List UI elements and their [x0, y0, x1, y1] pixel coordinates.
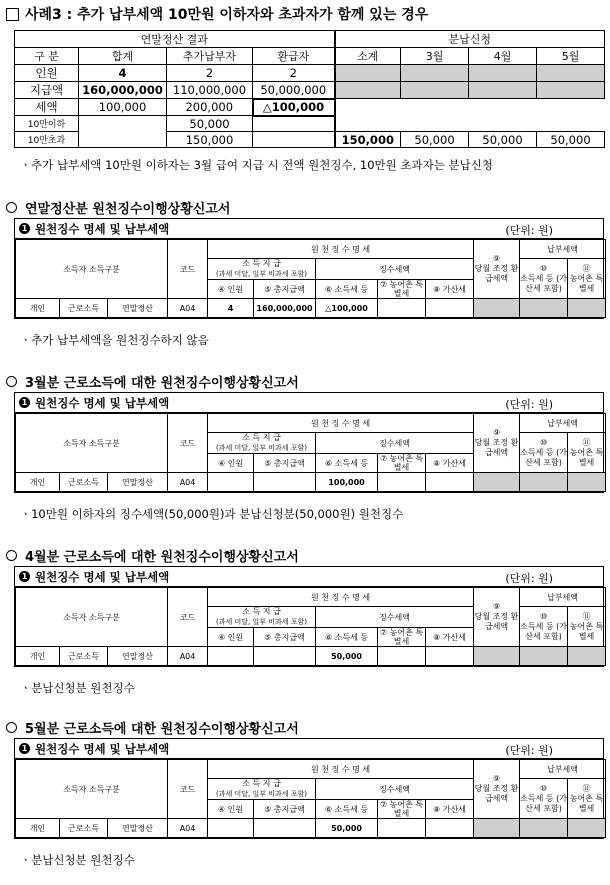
- table-row: 지급액 160,000,000 110,000,000 50,000,000: [15, 82, 605, 99]
- section-title: 3월분 근로소득에 대한 원천징수이행상황신고서: [6, 372, 299, 391]
- form-header: 1 원천징수 명세 및 납부세액 (단위: 원): [15, 739, 603, 759]
- section-title: 4월분 근로소득에 대한 원천징수이행상황신고서: [6, 546, 299, 565]
- form-header: 1 원천징수 명세 및 납부세액 (단위: 원): [15, 393, 603, 413]
- circle-icon: [6, 722, 17, 733]
- note: ㆍ10만원 이하자의 징수세액(50,000원)과 분납신청분(50,000원) 원천징수: [20, 507, 404, 521]
- table-row: 개인 근로소득 연말정산 A04 100,000: [16, 473, 606, 492]
- summary-table: [14, 30, 605, 148]
- column-header: 소계: [335, 48, 401, 65]
- column-header: 추가납부자: [167, 48, 253, 65]
- number-one-icon: 1: [19, 397, 30, 408]
- column-header: 3월: [401, 48, 469, 65]
- column-header: 합계: [79, 48, 167, 65]
- section-title: 연말정산분 원천징수이행상황신고서: [6, 198, 230, 217]
- withholding-form: [14, 566, 604, 667]
- circle-icon: [6, 550, 17, 561]
- note: ㆍ분납신청분 원천징수: [20, 853, 135, 867]
- table-row: 10만이하 50,000: [15, 116, 605, 132]
- checkbox-icon: [6, 8, 19, 21]
- note: ㆍ추가 납부세액을 원천징수하지 않음: [20, 333, 209, 347]
- withholding-form: [14, 218, 604, 319]
- note: ㆍ분납신청분 원천징수: [20, 681, 135, 695]
- group-left-header: 연말정산 결과: [15, 31, 335, 48]
- number-one-icon: 1: [19, 223, 30, 234]
- number-one-icon: 1: [19, 743, 30, 754]
- form-table: 소득자 소득구분 코드 원 천 징 수 명 세 ⑨ 당월 조정 환급세액 납부세액 소 득 지 급 (과세 미달, 일부 비과세 포함) 징수세액 ⑩ 소득세 등 (가산세 포함) ⑪ 농어촌 특별세 ④ 인원 ⑤ 총지급액 ⑥ 소득세 등 ⑦ 농어촌 특별세 ⑧ 가산세 개인 근로소득 연말정산 A04 50,000: [15, 759, 606, 838]
- table-row: 개인 근로소득 연말정산 A04 50,000: [16, 647, 606, 666]
- group-right-header: 분납신청: [335, 31, 605, 48]
- column-header: 4월: [469, 48, 537, 65]
- circle-icon: [6, 376, 17, 387]
- table-row: 개인 근로소득 연말정산 A04 4 160,000,000 △100,000: [16, 299, 606, 318]
- column-header: 5월: [537, 48, 605, 65]
- section-title: 5월분 근로소득에 대한 원천징수이행상황신고서: [6, 718, 299, 737]
- table-row: 인원 4 2 2: [15, 65, 605, 82]
- table-row: 개인 근로소득 연말정산 A04 50,000: [16, 819, 606, 838]
- withholding-form: [14, 392, 604, 493]
- form-header: 1 원천징수 명세 및 납부세액 (단위: 원): [15, 219, 603, 239]
- withholding-form: [14, 738, 604, 839]
- form-table: 소득자 소득구분 코드 원 천 징 수 명 세 ⑨ 당월 조정 환급세액 납부세액 소 득 지 급 (과세 미달, 일부 비과세 포함) 징수세액 ⑩ 소득세 등 (가산세 포함) ⑪ 농어촌 특별세 ④ 인원 ⑤ 총지급액 ⑥ 소득세 등 ⑦ 농어촌 특별세 ⑧ 가산세 개인 근로소득 연말정산 A04 4 160,000,000 △100,000: [15, 239, 606, 318]
- circle-icon: [6, 202, 17, 213]
- table-row: 10만초과 150,000 150,000 50,000 50,000 50,000: [15, 132, 605, 148]
- form-table: 소득자 소득구분 코드 원 천 징 수 명 세 ⑨ 당월 조정 환급세액 납부세액 소 득 지 급 (과세 미달, 일부 비과세 포함) 징수세액 ⑩ 소득세 등 (가산세 포함) ⑪ 농어촌 특별세 ④ 인원 ⑤ 총지급액 ⑥ 소득세 등 ⑦ 농어촌 특별세 ⑧ 가산세 개인 근로소득 연말정산 A04 50,000: [15, 587, 606, 666]
- form-header: 1 원천징수 명세 및 납부세액 (단위: 원): [15, 567, 603, 587]
- column-header: 환급자: [253, 48, 335, 65]
- form-table: 소득자 소득구분 코드 원 천 징 수 명 세 ⑨ 당월 조정 환급세액 납부세액 소 득 지 급 (과세 미달, 일부 비과세 포함) 징수세액 ⑩ 소득세 등 (가산세 포함) ⑪ 농어촌 특별세 ④ 인원 ⑤ 총지급액 ⑥ 소득세 등 ⑦ 농어촌 특별세 ⑧ 가산세 개인 근로소득 연말정산 A04 100,000: [15, 413, 606, 492]
- page-title: 사례3 : 추가 납부세액 10만원 이하자와 초과자가 함께 있는 경우: [6, 4, 428, 24]
- column-header: 구 분: [15, 48, 79, 65]
- table-row: 세액 100,000 200,000 △100,000: [15, 99, 605, 116]
- note: ㆍ추가 납부세액 10만원 이하자는 3월 급여 지급 시 전액 원천징수, 10만원 초과자는 분납신청: [20, 158, 493, 172]
- number-one-icon: 1: [19, 571, 30, 582]
